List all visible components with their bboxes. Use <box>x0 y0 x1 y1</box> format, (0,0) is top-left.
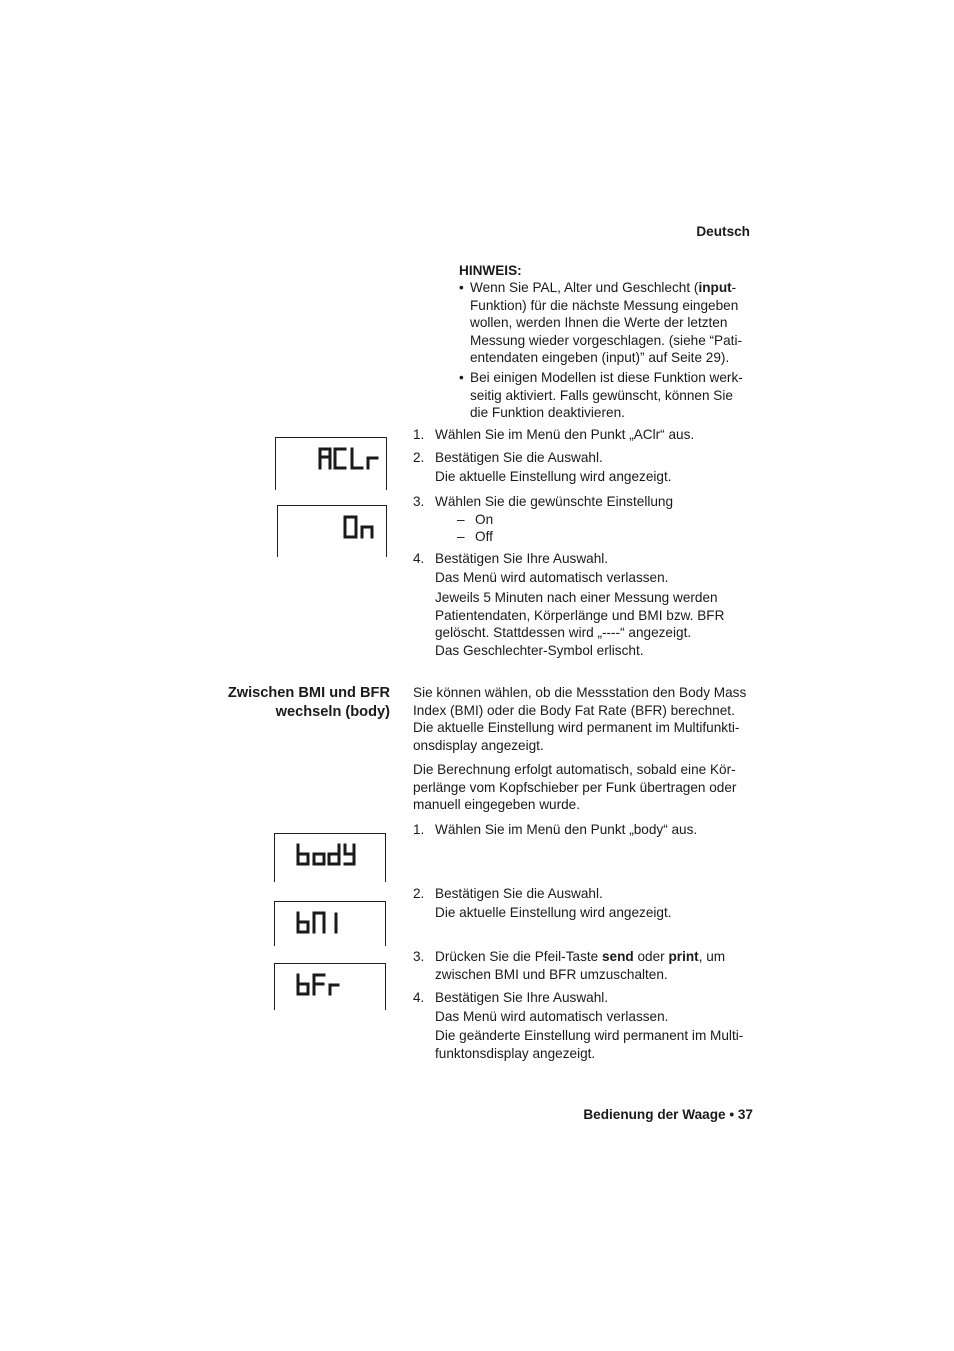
aclr-step-1: 1. Wählen Sie im Menü den Punkt „AClr“ aus. <box>413 427 695 442</box>
body-step-2: 2. Bestätigen Sie die Auswahl. Die aktuelle Einstellung wird angezeigt. <box>413 886 672 921</box>
aclr-step-3: 3. Wählen Sie die gewünschte Einstellung – On – Off <box>413 493 758 546</box>
note-title: HINWEIS: <box>459 263 522 278</box>
option-off: – Off <box>457 529 493 545</box>
body-step-1: 1. Wählen Sie im Menü den Punkt „body“ aus. <box>413 822 698 837</box>
lcd-display-body <box>274 833 386 882</box>
lcd-display-on <box>277 505 387 557</box>
header-language: Deutsch <box>696 224 750 239</box>
footer-page-label: Bedienung der Waage • 37 <box>583 1107 753 1122</box>
section-para-1: Sie können wählen, ob die Messstation den Body Mass Index (BMI) oder die Body Fat Rate (BFR) berechnet. Die aktuelle Einstellung wird permanent im Multifunkti- onsdisplay angezeigt. <box>413 685 747 753</box>
lcd-display-aclr <box>275 437 387 490</box>
lcd-display-bmi <box>274 901 386 946</box>
option-on: – On <box>457 511 494 527</box>
aclr-step-4: 4. Bestätigen Sie Ihre Auswahl. Das Menü wird automatisch verlassen. Jeweils 5 Minuten nach einer Messung werden Patientendaten, Körperlänge und BMI bzw. BFR gelöscht. Stattdessen wird „----“ angezeigt. Das Geschlechter-Symbol erlischt. <box>413 551 725 658</box>
lcd-display-bfr <box>274 963 386 1010</box>
section-heading: Zwischen BMI und BFR wechseln (body) <box>227 685 390 720</box>
body-step-4: 4. Bestätigen Sie Ihre Auswahl. Das Menü wird automatisch verlassen. Die geänderte Einstellung wird permanent im Multi- funktonsdisplay angezeigt. <box>413 990 744 1061</box>
aclr-step-2: 2. Bestätigen Sie die Auswahl. Die aktuelle Einstellung wird angezeigt. <box>413 450 672 485</box>
note-bullet-1: • Wenn Sie PAL, Alter und Geschlecht (input- Funktion) für die nächste Messung eingeben wollen, werden Ihnen die Werte der letzten Messung wieder vorgeschlagen. (siehe “Pati- entendaten eingeben (input)” auf Seite 29). <box>459 280 743 366</box>
body-step-3: 3. Drücken Sie die Pfeil-Taste send oder print, um zwischen BMI und BFR umzuschalten. <box>413 949 726 982</box>
note-bullet-2: • Bei einigen Modellen ist diese Funktion werk- seitig aktiviert. Falls gewünscht, können Sie die Funktion deaktivieren. <box>459 370 743 421</box>
section-para-2: Die Berechnung erfolgt automatisch, sobald eine Kör- perlänge vom Kopfschieber per Funk übertragen oder manuell eingegeben wurde. <box>413 762 737 813</box>
